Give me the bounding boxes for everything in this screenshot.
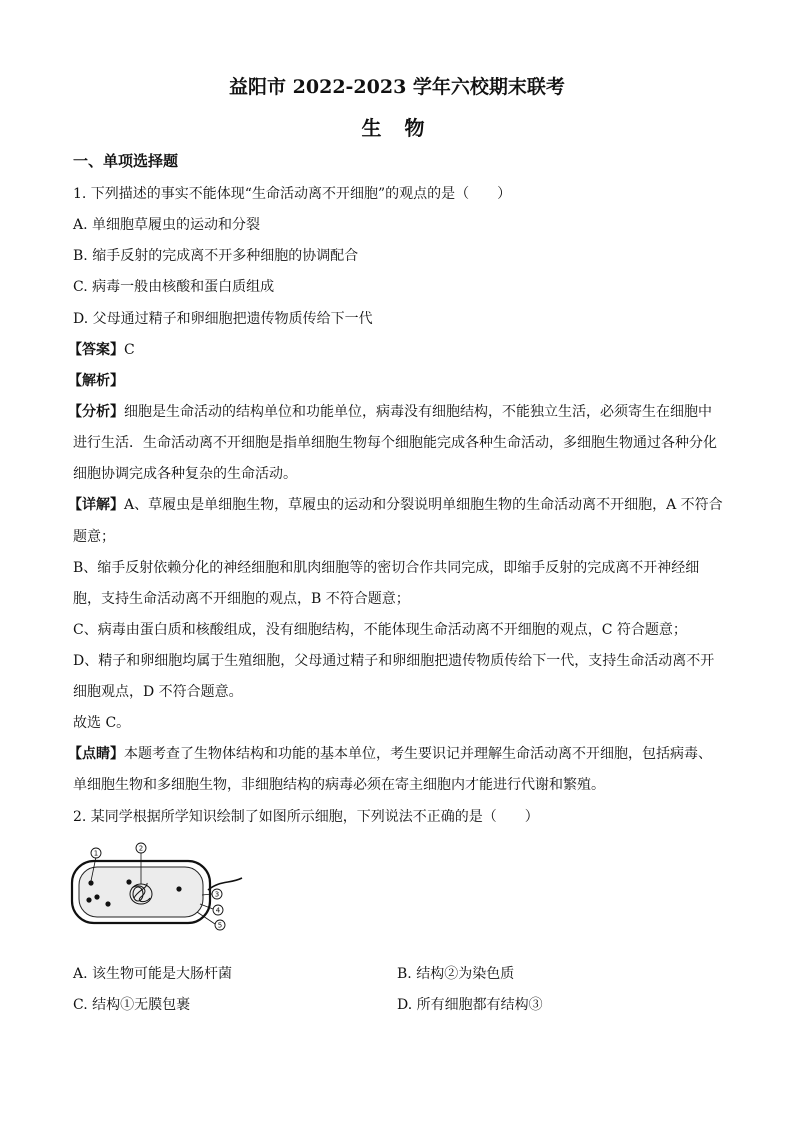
analysis-tag: 【解析】	[68, 373, 124, 389]
q1-answer	[68, 339, 135, 359]
q1-option-b: B. 缩手反射的完成离不开多种细胞的协调配合	[73, 248, 359, 264]
answer-value: C	[124, 342, 135, 358]
label-1: 1	[93, 849, 99, 858]
xiangjie-text: A、草履虫是单细胞生物，草履虫的运动和分裂说明单细胞生物的生命活动离不开细胞，A 不符合	[124, 497, 723, 513]
bacterium-cell-diagram	[70, 838, 250, 938]
xiangjie-line-3: B、缩手反射依赖分化的神经细胞和肌肉细胞等的密切合作共同完成，即缩手反射的完成离不开神经细	[73, 560, 700, 576]
q1-stem: 1. 下列描述的事实不能体现“生命活动离不开细胞”的观点的是（ ）	[73, 186, 512, 202]
xiangjie-line-8: 故选 C。	[73, 715, 131, 731]
subject-title: 生 物	[361, 116, 433, 140]
q1-option-c: C. 病毒一般由核酸和蛋白质组成	[73, 279, 275, 295]
fenxi-tag: 【分析】	[68, 404, 124, 420]
dianjing-line-1	[68, 743, 712, 763]
label-3: 3	[214, 890, 220, 899]
q1-option-a: A. 单细胞草履虫的运动和分裂	[73, 217, 261, 233]
exam-title: 益阳市 2022-2023 学年六校期末联考	[229, 76, 565, 98]
xiangjie-line-5: C、病毒由蛋白质和核酸组成，没有细胞结构，不能体现生命活动离不开细胞的观点，C 符合题意；	[73, 622, 687, 638]
xiangjie-line-2: 题意；	[73, 529, 115, 545]
fenxi-line-2: 进行生活．生命活动离不开细胞是指单细胞生物每个细胞能完成各种生命活动，多细胞生物通过各种分化	[73, 435, 717, 451]
dianjing-line-2: 单细胞生物和多细胞生物，非细胞结构的病毒必须在寄主细胞内才能进行代谢和繁殖。	[73, 777, 605, 793]
xiangjie-line-7: 细胞观点，D 不符合题意。	[73, 684, 243, 700]
xiangjie-line-1	[68, 494, 723, 514]
q2-option-c: C. 结构①无膜包裹	[73, 997, 191, 1013]
flagellum	[208, 878, 242, 890]
label-2: 2	[138, 844, 144, 853]
label-4: 4	[215, 906, 221, 915]
q2-stem: 2. 某同学根据所学知识绘制了如图所示细胞，下列说法不正确的是（ ）	[73, 809, 539, 825]
fenxi-line-1	[68, 401, 712, 421]
q2-option-a: A. 该生物可能是大肠杆菌	[73, 966, 233, 982]
dianjing-tag: 【点睛】	[68, 746, 124, 762]
section-heading: 一、单项选择题	[73, 152, 179, 170]
label-5: 5	[217, 921, 223, 930]
xiangjie-line-4: 胞，支持生命活动离不开细胞的观点，B 不符合题意；	[73, 591, 410, 607]
xiangjie-line-6: D、精子和卵细胞均属于生殖细胞，父母通过精子和卵细胞把遗传物质传给下一代，支持生命活动离不开	[73, 653, 715, 669]
q2-option-b: B. 结构②为染色质	[397, 966, 515, 982]
fenxi-line-3: 细胞协调完成各种复杂的生命活动。	[73, 466, 297, 482]
q2-option-d: D. 所有细胞都有结构③	[397, 997, 543, 1013]
fenxi-text: 细胞是生命活动的结构单位和功能单位，病毒没有细胞结构，不能独立生活，必须寄生在细胞中	[124, 404, 712, 420]
q1-option-d: D. 父母通过精子和卵细胞把遗传物质传给下一代	[73, 311, 373, 327]
dianjing-text: 本题考查了生物体结构和功能的基本单位，考生要识记并理解生命活动离不开细胞，包括病毒、	[124, 746, 712, 762]
answer-tag: 【答案】	[68, 342, 124, 358]
xiangjie-tag: 【详解】	[68, 497, 124, 513]
